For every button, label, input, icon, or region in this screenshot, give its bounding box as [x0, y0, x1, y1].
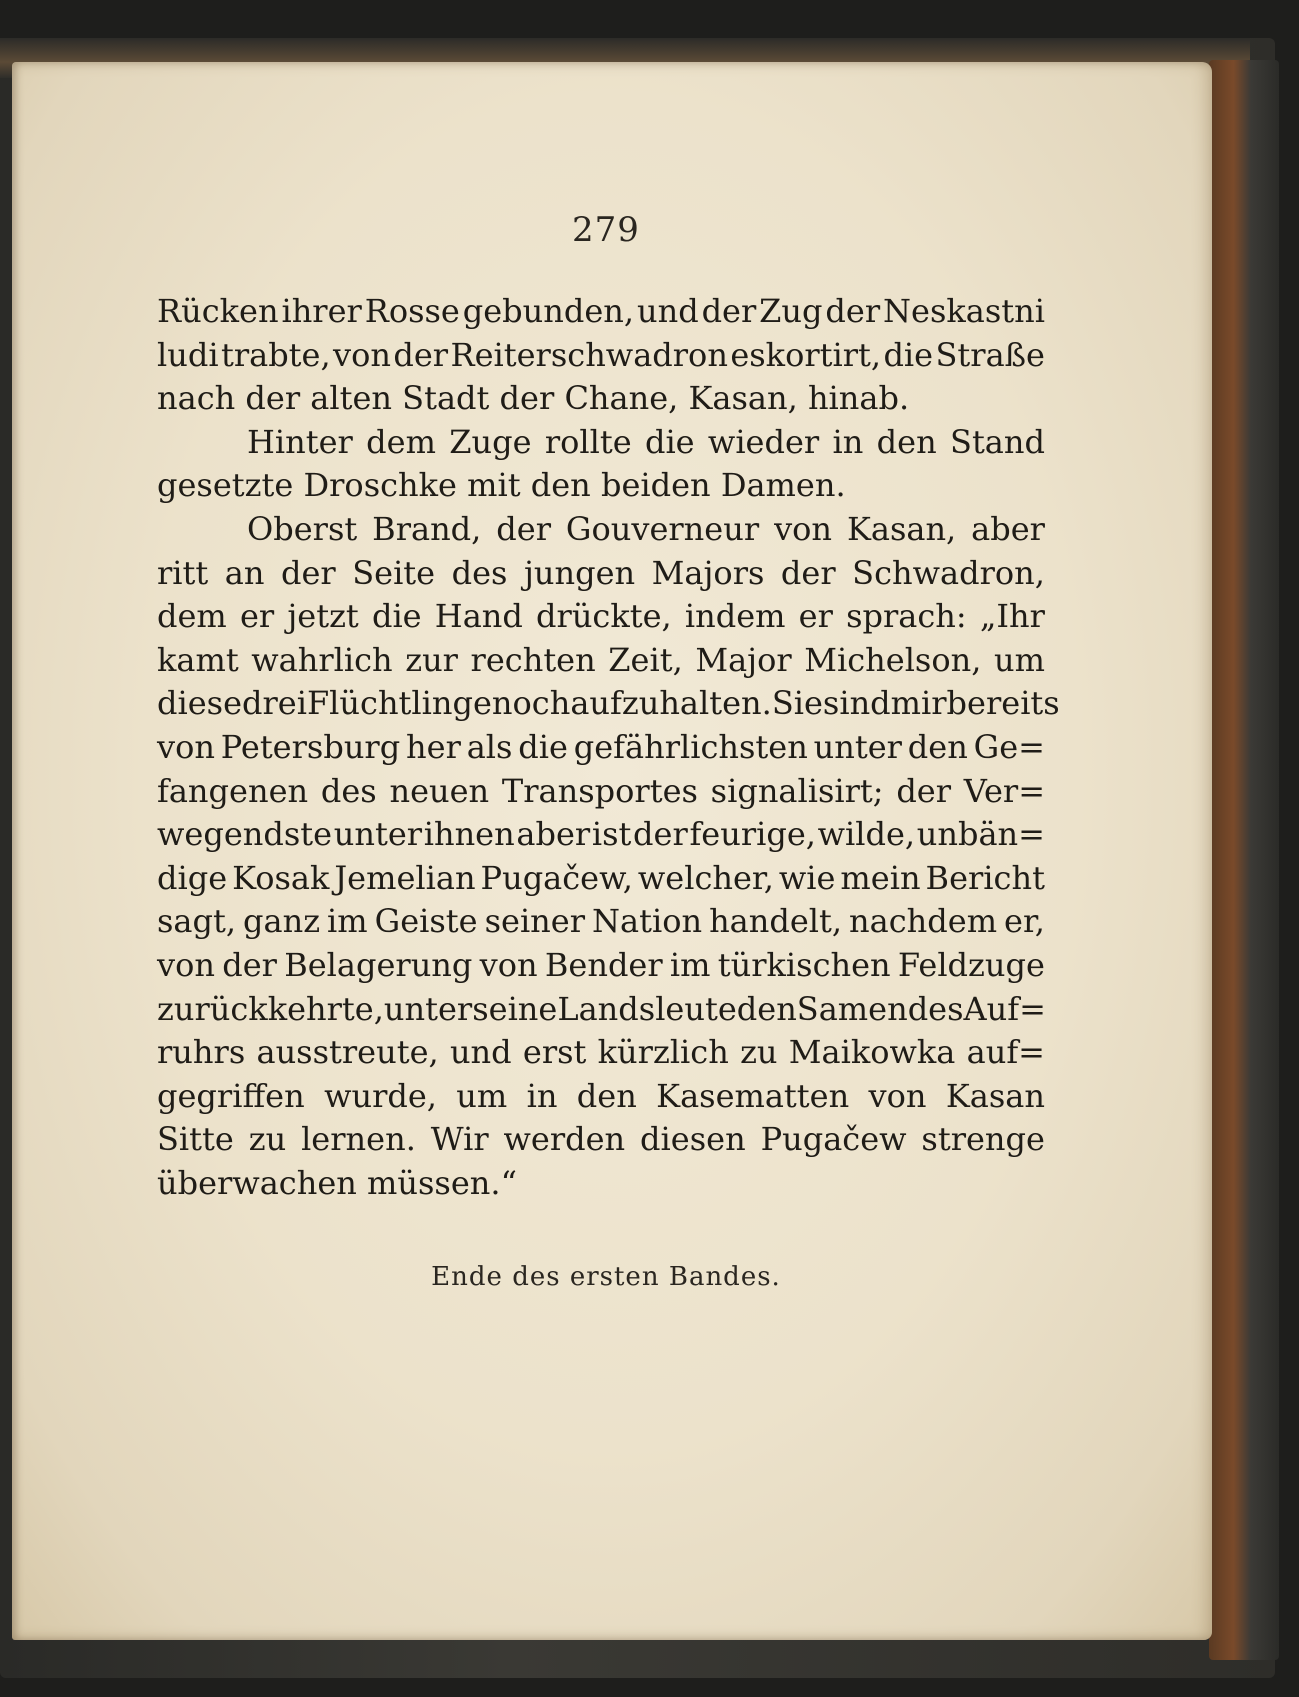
text-line: zurückkehrte, unter seine Landsleute den Samen des Auf= — [157, 989, 1046, 1028]
text-line: gegriffen wurde, um in den Kasematten von Kasan — [157, 1076, 1045, 1115]
text-line: von Petersburg her als die gefährlichsten unter den Ge= — [157, 727, 1045, 766]
text-line: ritt an der Seite des jungen Majors der Schwadron, — [157, 553, 1045, 592]
volume-end-note: Ende des ersten Bandes. — [431, 1262, 781, 1292]
text-line: fangenen des neuen Transportes signalisirt; der Ver= — [157, 771, 1045, 810]
text-line: sagt, ganz im Geiste seiner Nation handelt, nachdem er, — [157, 902, 1045, 941]
text-line: ruhrs ausstreute, und erst kürzlich zu Maikowka auf= — [157, 1033, 1045, 1072]
text-line: Oberst Brand, der Gouverneur von Kasan, aber — [247, 509, 1045, 548]
text-line: dige Kosak Jemelian Pugačew, welcher, wie mein Bericht — [157, 858, 1045, 897]
text-line: nach der alten Stadt der Chane, Kasan, hinab. — [157, 379, 910, 418]
text-line: wegendste unter ihnen aber ist der feurige, wilde, unbän= — [157, 815, 1045, 854]
text-line: Sitte zu lernen. Wir werden diesen Pugačew strenge — [157, 1120, 1045, 1159]
text-line: von der Belagerung von Bender im türkischen Feldzuge — [157, 945, 1045, 984]
text-line: kamt wahrlich zur rechten Zeit, Major Michelson, um — [157, 640, 1045, 679]
book-spine-edge — [1209, 60, 1279, 1660]
body-text — [157, 290, 1060, 1205]
text-line: Rücken ihrer Rosse gebunden, und der Zug der Neskastni — [157, 292, 1045, 330]
text-line: diese drei Flüchtlinge noch aufzuhalten. Sie sind mir bereits — [157, 684, 1060, 723]
text-line: Hinter dem Zuge rollte die wieder in den Stand — [247, 422, 1045, 461]
page-number: 279 — [572, 210, 640, 250]
text-line: dem er jetzt die Hand drückte, indem er sprach: „Ihr — [157, 597, 1045, 636]
text-line: ludi trabte, von der Reiterschwadron eskortirt, die Straße — [157, 335, 1045, 374]
text-line: überwachen müssen.“ — [157, 1163, 517, 1202]
text-line: gesetzte Droschke mit den beiden Damen. — [157, 466, 846, 505]
